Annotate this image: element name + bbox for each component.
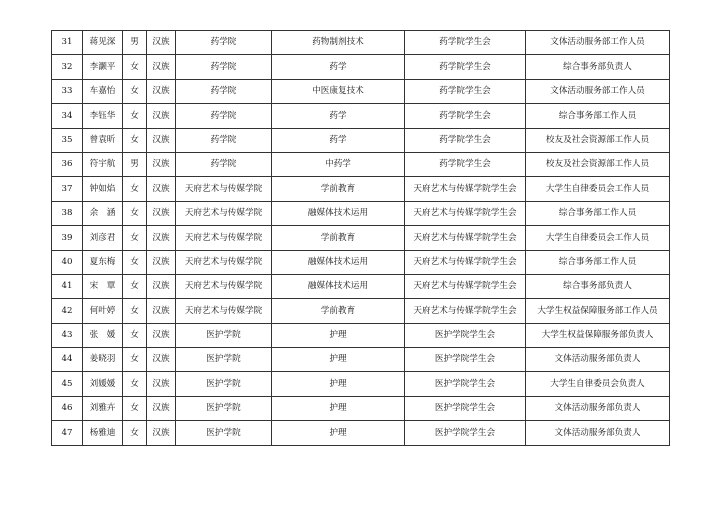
student-name-cell: 姜晓羽 <box>83 348 123 372</box>
table-row <box>52 152 670 176</box>
college-cell: 药学院 <box>176 104 272 128</box>
student-name-cell: 钟如焰 <box>83 177 123 201</box>
student-name-cell: 刘彦君 <box>83 226 123 250</box>
college-cell: 药学院 <box>176 55 272 79</box>
table-row <box>52 79 670 103</box>
student-name-cell: 李灏平 <box>83 55 123 79</box>
table-row <box>52 372 670 396</box>
major-cell: 中药学 <box>272 152 405 176</box>
position-cell: 文体活动服务部负责人 <box>526 396 670 420</box>
college-cell: 药学院 <box>176 152 272 176</box>
gender-cell: 女 <box>123 201 147 225</box>
student-name-cell: 刘媛媛 <box>83 372 123 396</box>
student-union-cell: 天府艺术与传媒学院学生会 <box>405 274 526 298</box>
ethnicity-cell: 汉族 <box>147 201 176 225</box>
ethnicity-cell: 汉族 <box>147 55 176 79</box>
ethnicity-cell: 汉族 <box>147 104 176 128</box>
gender-cell: 女 <box>123 55 147 79</box>
student-union-cell: 天府艺术与传媒学院学生会 <box>405 177 526 201</box>
ethnicity-cell: 汉族 <box>147 421 176 445</box>
student-union-cell: 医护学院学生会 <box>405 348 526 372</box>
major-cell: 药学 <box>272 104 405 128</box>
ethnicity-cell: 汉族 <box>147 396 176 420</box>
student-name-cell: 杨雅迪 <box>83 421 123 445</box>
major-cell: 学前教育 <box>272 299 405 323</box>
gender-cell: 女 <box>123 250 147 274</box>
college-cell: 天府艺术与传媒学院 <box>176 299 272 323</box>
table-row <box>52 421 670 445</box>
college-cell: 天府艺术与传媒学院 <box>176 201 272 225</box>
student-name-cell: 夏东梅 <box>83 250 123 274</box>
position-cell: 综合事务部工作人员 <box>526 250 670 274</box>
gender-cell: 女 <box>123 79 147 103</box>
student-name-cell: 何叶婷 <box>83 299 123 323</box>
position-cell: 大学生权益保障服务部工作人员 <box>526 299 670 323</box>
student-name-cell: 曾袁昕 <box>83 128 123 152</box>
row-number-cell: 43 <box>52 323 83 347</box>
student-union-cell: 药学院学生会 <box>405 128 526 152</box>
major-cell: 药学 <box>272 55 405 79</box>
row-number-cell: 41 <box>52 274 83 298</box>
table-row <box>52 348 670 372</box>
position-cell: 综合事务部工作人员 <box>526 104 670 128</box>
student-union-cell: 药学院学生会 <box>405 55 526 79</box>
student-name-cell: 宋 覃 <box>83 274 123 298</box>
college-cell: 医护学院 <box>176 396 272 420</box>
row-number-cell: 36 <box>52 152 83 176</box>
major-cell: 中医康复技术 <box>272 79 405 103</box>
college-cell: 天府艺术与传媒学院 <box>176 274 272 298</box>
position-cell: 校友及社会资源部工作人员 <box>526 152 670 176</box>
student-name-cell: 刘雅卉 <box>83 396 123 420</box>
row-number-cell: 33 <box>52 79 83 103</box>
student-union-cell: 药学院学生会 <box>405 104 526 128</box>
college-cell: 天府艺术与传媒学院 <box>176 177 272 201</box>
position-cell: 大学生自律委员会工作人员 <box>526 226 670 250</box>
row-number-cell: 38 <box>52 201 83 225</box>
college-cell: 药学院 <box>176 31 272 55</box>
student-name-cell: 车嘉怡 <box>83 79 123 103</box>
gender-cell: 女 <box>123 226 147 250</box>
college-cell: 天府艺术与传媒学院 <box>176 226 272 250</box>
ethnicity-cell: 汉族 <box>147 323 176 347</box>
row-number-cell: 39 <box>52 226 83 250</box>
major-cell: 融媒体技术运用 <box>272 274 405 298</box>
student-union-cell: 天府艺术与传媒学院学生会 <box>405 201 526 225</box>
student-union-cell: 医护学院学生会 <box>405 372 526 396</box>
college-cell: 药学院 <box>176 79 272 103</box>
position-cell: 综合事务部负责人 <box>526 274 670 298</box>
major-cell: 药学 <box>272 128 405 152</box>
major-cell: 药物制剂技术 <box>272 31 405 55</box>
ethnicity-cell: 汉族 <box>147 250 176 274</box>
gender-cell: 女 <box>123 299 147 323</box>
position-cell: 文体活动服务部工作人员 <box>526 31 670 55</box>
major-cell: 护理 <box>272 421 405 445</box>
student-union-cell: 药学院学生会 <box>405 152 526 176</box>
ethnicity-cell: 汉族 <box>147 299 176 323</box>
gender-cell: 女 <box>123 421 147 445</box>
row-number-cell: 44 <box>52 348 83 372</box>
college-cell: 天府艺术与传媒学院 <box>176 250 272 274</box>
table-row <box>52 104 670 128</box>
row-number-cell: 42 <box>52 299 83 323</box>
student-name-cell: 李钰华 <box>83 104 123 128</box>
roster-table <box>51 30 670 446</box>
position-cell: 综合事务部工作人员 <box>526 201 670 225</box>
roster-sheet <box>51 30 669 446</box>
major-cell: 护理 <box>272 348 405 372</box>
gender-cell: 男 <box>123 31 147 55</box>
row-number-cell: 37 <box>52 177 83 201</box>
table-row <box>52 226 670 250</box>
ethnicity-cell: 汉族 <box>147 31 176 55</box>
student-name-cell: 蒋见深 <box>83 31 123 55</box>
table-row <box>52 201 670 225</box>
row-number-cell: 34 <box>52 104 83 128</box>
student-union-cell: 天府艺术与传媒学院学生会 <box>405 250 526 274</box>
major-cell: 学前教育 <box>272 177 405 201</box>
position-cell: 校友及社会资源部工作人员 <box>526 128 670 152</box>
position-cell: 大学生权益保障服务部负责人 <box>526 323 670 347</box>
gender-cell: 女 <box>123 396 147 420</box>
position-cell: 文体活动服务部负责人 <box>526 348 670 372</box>
ethnicity-cell: 汉族 <box>147 128 176 152</box>
gender-cell: 女 <box>123 274 147 298</box>
row-number-cell: 46 <box>52 396 83 420</box>
college-cell: 医护学院 <box>176 421 272 445</box>
major-cell: 护理 <box>272 323 405 347</box>
table-row <box>52 31 670 55</box>
gender-cell: 女 <box>123 104 147 128</box>
position-cell: 大学生自律委员会负责人 <box>526 372 670 396</box>
gender-cell: 女 <box>123 323 147 347</box>
college-cell: 药学院 <box>176 128 272 152</box>
table-row <box>52 299 670 323</box>
gender-cell: 女 <box>123 177 147 201</box>
row-number-cell: 32 <box>52 55 83 79</box>
gender-cell: 男 <box>123 152 147 176</box>
student-name-cell: 张 媛 <box>83 323 123 347</box>
ethnicity-cell: 汉族 <box>147 274 176 298</box>
student-union-cell: 天府艺术与传媒学院学生会 <box>405 299 526 323</box>
college-cell: 医护学院 <box>176 323 272 347</box>
table-row <box>52 128 670 152</box>
row-number-cell: 47 <box>52 421 83 445</box>
position-cell: 综合事务部负责人 <box>526 55 670 79</box>
college-cell: 医护学院 <box>176 372 272 396</box>
position-cell: 文体活动服务部负责人 <box>526 421 670 445</box>
major-cell: 护理 <box>272 372 405 396</box>
ethnicity-cell: 汉族 <box>147 79 176 103</box>
major-cell: 护理 <box>272 396 405 420</box>
student-union-cell: 医护学院学生会 <box>405 323 526 347</box>
student-union-cell: 医护学院学生会 <box>405 396 526 420</box>
major-cell: 学前教育 <box>272 226 405 250</box>
position-cell: 文体活动服务部工作人员 <box>526 79 670 103</box>
gender-cell: 女 <box>123 372 147 396</box>
row-number-cell: 45 <box>52 372 83 396</box>
ethnicity-cell: 汉族 <box>147 226 176 250</box>
major-cell: 融媒体技术运用 <box>272 201 405 225</box>
row-number-cell: 31 <box>52 31 83 55</box>
student-union-cell: 药学院学生会 <box>405 31 526 55</box>
table-row <box>52 177 670 201</box>
student-name-cell: 余 涵 <box>83 201 123 225</box>
gender-cell: 女 <box>123 128 147 152</box>
student-name-cell: 符宇航 <box>83 152 123 176</box>
college-cell: 医护学院 <box>176 348 272 372</box>
ethnicity-cell: 汉族 <box>147 177 176 201</box>
student-union-cell: 医护学院学生会 <box>405 421 526 445</box>
student-union-cell: 天府艺术与传媒学院学生会 <box>405 226 526 250</box>
table-row <box>52 396 670 420</box>
ethnicity-cell: 汉族 <box>147 372 176 396</box>
table-row <box>52 55 670 79</box>
row-number-cell: 35 <box>52 128 83 152</box>
table-row <box>52 250 670 274</box>
ethnicity-cell: 汉族 <box>147 152 176 176</box>
roster-table-body <box>52 31 670 446</box>
student-union-cell: 药学院学生会 <box>405 79 526 103</box>
row-number-cell: 40 <box>52 250 83 274</box>
gender-cell: 女 <box>123 348 147 372</box>
ethnicity-cell: 汉族 <box>147 348 176 372</box>
major-cell: 融媒体技术运用 <box>272 250 405 274</box>
position-cell: 大学生自律委员会工作人员 <box>526 177 670 201</box>
table-row <box>52 323 670 347</box>
table-row <box>52 274 670 298</box>
